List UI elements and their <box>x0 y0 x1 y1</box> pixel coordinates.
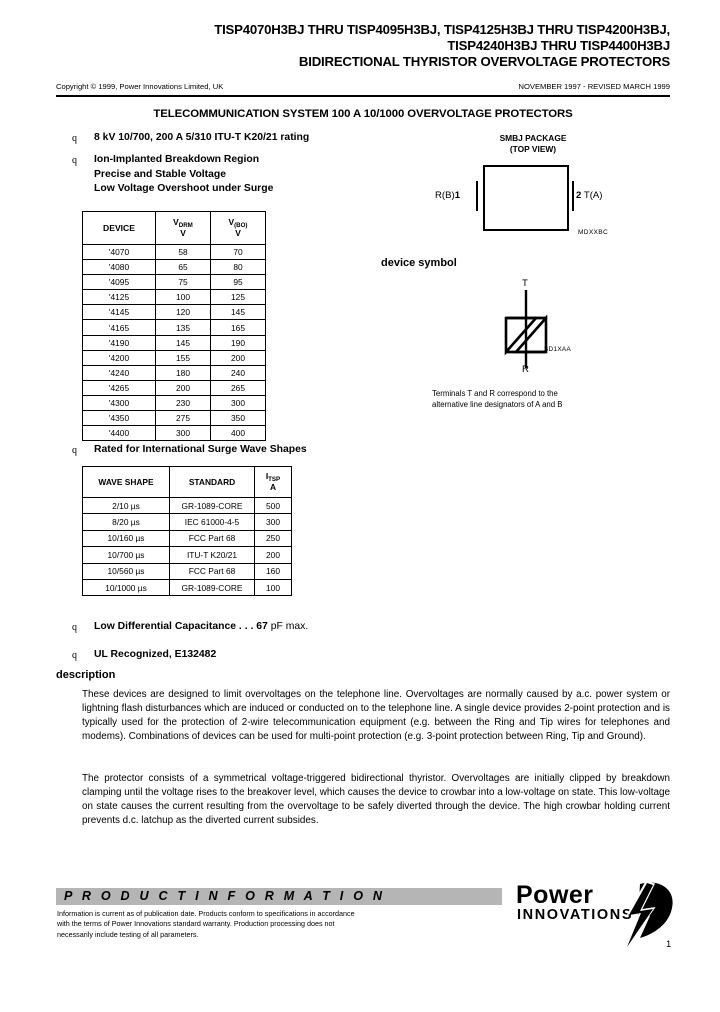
bullet-ul-recognized <box>72 648 216 663</box>
bullet-marker-icon: q <box>72 133 77 144</box>
device-table-cell-vdrm: 200 <box>156 380 211 395</box>
bullet-ion-implanted <box>72 153 273 197</box>
table-row <box>83 320 266 335</box>
wave-table-body <box>83 498 292 596</box>
device-table-cell-device: '4300 <box>83 395 156 410</box>
wave-table-cell-itsp: 300 <box>255 514 292 530</box>
wave-table-cell-itsp: 160 <box>255 563 292 579</box>
device-table-cell-vdrm: 120 <box>156 305 211 320</box>
package-pin-2 <box>576 190 603 201</box>
wave-shape-table <box>82 466 292 596</box>
bullet-ion-line-1: Ion-Implanted Breakdown Region <box>94 154 260 165</box>
device-table-cell-vbo: 70 <box>211 245 266 260</box>
header-title-line-1: TISP4070H3BJ THRU TISP4095H3BJ, TISP4125H3BJ THRU TISP4200H3BJ, <box>214 22 670 37</box>
device-table-cell-vbo: 350 <box>211 411 266 426</box>
vdrm-subscript: DRM <box>178 221 193 229</box>
table-row <box>83 335 266 350</box>
table-row <box>83 530 292 546</box>
column-header-standard: STANDARD <box>170 467 255 498</box>
copyright-row <box>56 82 670 91</box>
wave-table-cell-wave_shape: 10/560 µs <box>83 563 170 579</box>
device-table-cell-vbo: 125 <box>211 290 266 305</box>
table-row <box>83 426 266 441</box>
symbol-caption-line-2: alternative line designators of A and B <box>432 400 563 409</box>
copyright-notice: Copyright © 1999, Power Innovations Limited, UK <box>56 82 224 91</box>
device-table-cell-vbo: 300 <box>211 395 266 410</box>
column-header-device: DEVICE <box>83 212 156 245</box>
pin-1-number: 1 <box>454 190 461 201</box>
product-information-banner <box>56 888 502 905</box>
table-row <box>83 395 266 410</box>
capacitance-unit: pF max. <box>267 621 309 632</box>
device-voltage-table <box>82 211 266 441</box>
device-table-cell-vbo: 80 <box>211 260 266 275</box>
column-header-wave-shape: WAVE SHAPE <box>83 467 170 498</box>
device-table-cell-vbo: 165 <box>211 320 266 335</box>
itsp-symbol: I <box>265 470 269 481</box>
wave-table-cell-standard: FCC Part 68 <box>170 530 255 546</box>
table-header-row <box>83 467 292 498</box>
table-row <box>83 305 266 320</box>
vbo-subscript: (BO) <box>234 221 248 229</box>
column-header-vdrm <box>156 212 211 245</box>
symbol-caption-line-1: Terminals T and R correspond to the <box>432 389 558 398</box>
table-row <box>83 563 292 579</box>
pin-1-name: R(B) <box>435 190 455 201</box>
wave-table-cell-standard: GR-1089-CORE <box>170 498 255 514</box>
wave-table-cell-standard: ITU-T K20/21 <box>170 547 255 563</box>
device-table-cell-vbo: 400 <box>211 426 266 441</box>
wave-table-cell-itsp: 250 <box>255 530 292 546</box>
disclaimer-line-1: Information is current as of publication date. Products conform to specifications in accordance <box>57 909 355 918</box>
pin-2-name: T(A) <box>583 190 603 201</box>
device-table-cell-vbo: 240 <box>211 365 266 380</box>
device-table-cell-device: '4125 <box>83 290 156 305</box>
bullet-ion-line-3: Low Voltage Overshoot under Surge <box>94 183 274 194</box>
symbol-terminal-t: T <box>522 278 528 289</box>
bullet-capacitance <box>72 620 308 635</box>
bullet-ion-implanted-label <box>94 153 273 197</box>
wave-table-cell-wave_shape: 8/20 µs <box>83 514 170 530</box>
device-table-cell-vbo: 190 <box>211 335 266 350</box>
table-row <box>83 290 266 305</box>
device-table-cell-vbo: 200 <box>211 350 266 365</box>
device-table-cell-device: '4080 <box>83 260 156 275</box>
logo-primary-text: Power <box>516 881 594 909</box>
device-table-cell-vdrm: 135 <box>156 320 211 335</box>
capacitance-value: Low Differential Capacitance . . . 67 <box>94 621 268 632</box>
device-table-cell-device: '4350 <box>83 411 156 426</box>
disclaimer-line-3: necessarily include testing of all parameters. <box>57 929 199 939</box>
device-table-cell-device: '4265 <box>83 380 156 395</box>
vdrm-unit: V <box>180 228 186 238</box>
device-table-cell-device: '4165 <box>83 320 156 335</box>
bullet-marker-icon: q <box>72 650 77 661</box>
package-pin-1 <box>435 190 460 201</box>
wave-table-cell-standard: FCC Part 68 <box>170 563 255 579</box>
column-header-itsp <box>255 467 292 498</box>
bullet-marker-icon: q <box>72 155 77 166</box>
device-table-cell-device: '4240 <box>83 365 156 380</box>
package-title <box>448 133 618 155</box>
device-table-cell-vdrm: 145 <box>156 335 211 350</box>
device-table-cell-vdrm: 300 <box>156 426 211 441</box>
vbo-symbol: V <box>228 216 235 227</box>
device-table-cell-device: '4145 <box>83 305 156 320</box>
device-table-cell-device: '4200 <box>83 350 156 365</box>
device-table-cell-vdrm: 155 <box>156 350 211 365</box>
device-table-cell-device: '4400 <box>83 426 156 441</box>
table-row <box>83 380 266 395</box>
table-row <box>83 260 266 275</box>
device-table-cell-vdrm: 230 <box>156 395 211 410</box>
vbo-unit: V <box>235 228 241 238</box>
table-row <box>83 365 266 380</box>
device-table-cell-vbo: 265 <box>211 380 266 395</box>
description-heading: description <box>56 669 116 681</box>
table-row <box>83 547 292 563</box>
wave-table-cell-standard: GR-1089-CORE <box>170 579 255 595</box>
vdrm-symbol: V <box>173 216 179 227</box>
header-divider-rule <box>56 95 670 97</box>
table-row <box>83 514 292 530</box>
device-table-cell-vdrm: 75 <box>156 275 211 290</box>
bullet-surge-rating-label: 8 kV 10/700, 200 A 5/310 ITU-T K20/21 rating <box>94 132 310 143</box>
footer-disclaimer <box>57 909 457 940</box>
pin-2-number: 2 <box>576 190 582 201</box>
column-header-vbo <box>211 212 266 245</box>
page-header <box>56 22 670 70</box>
bullet-ion-line-2: Precise and Stable Voltage <box>94 168 227 180</box>
itsp-unit: A <box>269 482 277 492</box>
wave-table-cell-standard: IEC 61000-4-5 <box>170 514 255 530</box>
bidirectional-thyristor-icon <box>500 290 620 386</box>
device-table-cell-vbo: 145 <box>211 305 266 320</box>
symbol-terminal-r: R <box>522 364 529 375</box>
bullet-wave-shapes <box>72 443 307 458</box>
device-table-cell-device: '4190 <box>83 335 156 350</box>
disclaimer-line-2: with the terms of Power Innovations standard warranty. Production processing does not <box>57 919 335 929</box>
wave-table-cell-wave_shape: 10/1000 µs <box>83 579 170 595</box>
logo-secondary-text: INNOVATIONS <box>517 907 634 923</box>
company-logo <box>516 880 676 950</box>
bullet-marker-icon: q <box>72 445 77 456</box>
package-drawing-code: MDXXBC <box>578 229 609 236</box>
wave-table-cell-wave_shape: 10/160 µs <box>83 530 170 546</box>
bullet-capacitance-label <box>94 620 308 635</box>
package-outline <box>483 165 569 231</box>
description-paragraph-2: The protector consists of a symmetrical voltage-triggered bidirectional thyristor. Overvoltages are initially clipped by breakdown clamping until the voltage rises to the breakover level, which causes the device to crowbar into a low-voltage on state. This low-voltage on state causes the current resulting from the overvoltage to be safely diverted through the device. The high crowbar holding current prevents d.c. latchup as the diverted current subsides. <box>82 773 670 827</box>
package-lead-left <box>476 181 478 211</box>
package-title-line-1: SMBJ PACKAGE <box>499 133 567 143</box>
device-table-cell-vdrm: 100 <box>156 290 211 305</box>
table-row <box>83 579 292 595</box>
symbol-drawing-code: SD1XAA <box>544 346 572 353</box>
wave-table-cell-wave_shape: 10/700 µs <box>83 547 170 563</box>
package-title-line-2: (TOP VIEW) <box>509 144 557 154</box>
header-title-line-3: BIDIRECTIONAL THYRISTOR OVERVOLTAGE PROTECTORS <box>298 54 670 69</box>
device-symbol-drawing <box>430 278 660 428</box>
product-information-label: P R O D U C T I N F O R M A T I O N <box>64 889 386 903</box>
device-table-cell-vbo: 95 <box>211 275 266 290</box>
section-headline: TELECOMMUNICATION SYSTEM 100 A 10/1000 OVERVOLTAGE PROTECTORS <box>153 108 573 120</box>
table-row <box>83 275 266 290</box>
bullet-surge-rating <box>72 131 309 146</box>
device-table-body <box>83 245 266 441</box>
package-lead-right <box>572 181 574 211</box>
wave-table-cell-wave_shape: 2/10 µs <box>83 498 170 514</box>
device-table-cell-device: '4095 <box>83 275 156 290</box>
bullet-marker-icon: q <box>72 622 77 633</box>
description-paragraph-1: These devices are designed to limit overvoltages on the telephone line. Overvoltages are normally caused by a.c. power system or lightning flash disturbances which are induced or conducted on to the telephone line. A single device provides 2-point protection and is typically used for the protection of 2-wire telecommunication equipment (e.g. between the Ring and Tip wires for telephones and modems). Combinations of devices can be used for multi-point protection (e.g. 3-point protection between Ring, Tip and Ground). <box>82 689 670 743</box>
table-row <box>83 245 266 260</box>
table-row <box>83 350 266 365</box>
header-title-line-2: TISP4240H3BJ THRU TISP4400H3BJ <box>447 38 670 53</box>
symbol-caption <box>432 388 660 410</box>
wave-table-cell-itsp: 100 <box>255 579 292 595</box>
device-table-cell-vdrm: 180 <box>156 365 211 380</box>
bullet-ul-recognized-label: UL Recognized, E132482 <box>94 649 217 660</box>
page-number: 1 <box>666 938 672 949</box>
package-drawing <box>430 133 660 253</box>
device-table-cell-vdrm: 65 <box>156 260 211 275</box>
device-table-cell-device: '4070 <box>83 245 156 260</box>
revision-date: NOVEMBER 1997 - REVISED MARCH 1999 <box>518 82 670 91</box>
bullet-wave-shapes-label: Rated for International Surge Wave Shapes <box>94 444 307 455</box>
device-table-cell-vdrm: 275 <box>156 411 211 426</box>
table-header-row <box>83 212 266 245</box>
table-row <box>83 411 266 426</box>
table-row <box>83 498 292 514</box>
itsp-subscript: TSP <box>268 475 281 483</box>
wave-table-cell-itsp: 200 <box>255 547 292 563</box>
device-table-cell-vdrm: 58 <box>156 245 211 260</box>
device-symbol-heading: device symbol <box>381 257 457 269</box>
wave-table-cell-itsp: 500 <box>255 498 292 514</box>
